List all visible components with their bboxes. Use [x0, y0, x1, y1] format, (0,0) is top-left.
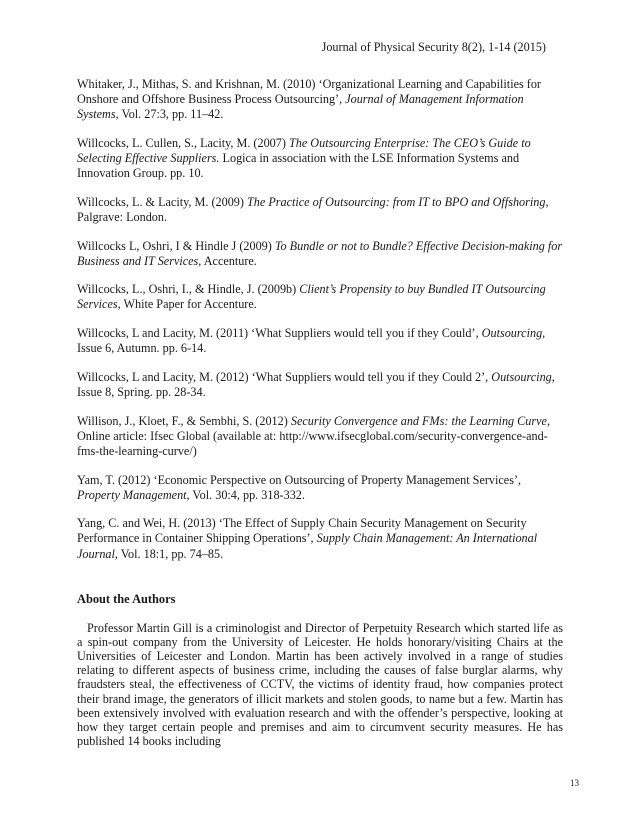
- reference-title: Outsourcing: [481, 326, 543, 341]
- reference-text: , Online article: Ifsec Global (available at: http://www.ifsecglobal.com/security-convergence-and-fms-the-learning-curve/): [77, 413, 551, 458]
- reference-text: Yam, T. (2012) ‘Economic Perspective on Outsourcing of Property Management Services’,: [77, 472, 522, 487]
- reference-text: Accenture.: [201, 253, 257, 268]
- reference-entry: [77, 326, 563, 356]
- reference-title: Journal of Management Information Systems: [77, 92, 524, 122]
- author-bio-paragraph: Professor Martin Gill is a criminologist and Director of Perpetuity Research which started life as a spin-out company from the University of Leicester. He holds honorary/visiting Chairs at the Universities of Leicester and London. Martin has been actively involved in a range of studies relating to different aspects of business crime, including the causes of false burglar alarms, why fraudsters steal, the effectiveness of CCTV, the victims of identity fraud, how companies protect their brand image, the generators of illicit markets and stolen goods, to name but a few. Martin has been extensively involved with evaluation research and with the offender’s perspective, looking at how they target certain people and premises and aim to circumvent security measures. He has published 14 books including: [77, 620, 563, 749]
- reference-text: , Palgrave: London.: [77, 194, 549, 224]
- reference-title: Security Convergence and FMs: the Learning Curve: [290, 413, 547, 428]
- reference-text: Logica in association with the LSE Information Systems and Innovation Group. pp. 10.: [77, 150, 520, 181]
- reference-text: , Vol. 18:1, pp. 74–85.: [114, 546, 224, 561]
- reference-title: The Outsourcing Enterprise: The CEO’s Guide to Selecting Effective Suppliers.: [77, 135, 531, 165]
- page-body: [77, 77, 563, 748]
- reference-entry: [77, 370, 563, 400]
- reference-title: Outsourcing: [491, 369, 552, 384]
- reference-title: Client’s Propensity to buy Bundled IT Outsourcing Services: [77, 282, 546, 312]
- reference-text: Willcocks, L and Lacity, M. (2012) ‘What Suppliers would tell you if they Could 2’,: [77, 369, 492, 384]
- reference-text: Yang, C. and Wei, H. (2013) ‘The Effect of Supply Chain Security Management on Security Performance in Container Shipping Operations’,: [77, 516, 527, 546]
- reference-text: , Issue 6, Autumn. pp. 6-14.: [77, 326, 546, 356]
- reference-text: Willcocks, L., Oshri, I., & Hindle, J. (2009b): [77, 282, 300, 297]
- reference-entry: [77, 195, 563, 225]
- reference-entry: [77, 239, 563, 269]
- reference-text: Willcocks, L and Lacity, M. (2011) ‘What Suppliers would tell you if they Could’,: [77, 326, 482, 341]
- reference-entry: [77, 516, 563, 561]
- reference-text: Willcocks, L. Cullen, S., Lacity, M. (2007): [77, 135, 289, 150]
- reference-text: , Vol. 30:4, pp. 318-332.: [186, 487, 305, 502]
- page-number: 13: [570, 778, 579, 788]
- reference-entry: [77, 136, 563, 181]
- reference-text: Whitaker, J., Mithas, S. and Krishnan, M. (2010) ‘Organizational Learning and Capabilities for Onshore and Offshore Business Process Outsourcing’,: [77, 77, 541, 107]
- section-heading: About the Authors: [77, 591, 176, 606]
- reference-list: [77, 77, 563, 562]
- reference-entry: [77, 282, 563, 312]
- reference-entry: [77, 473, 563, 503]
- reference-text: Willcocks, L. & Lacity, M. (2009): [77, 194, 247, 209]
- reference-text: Willison, J., Kloet, F., & Sembhi, S. (2012): [77, 413, 291, 428]
- reference-entry: [77, 77, 563, 122]
- reference-text: , White Paper for Accenture.: [117, 297, 257, 312]
- reference-text: Willcocks L, Oshri, I & Hindle J (2009): [77, 238, 275, 253]
- reference-text: , Issue 8, Spring. pp. 28-34.: [77, 369, 555, 399]
- reference-title: The Practice of Outsourcing: from IT to BPO and Offshoring: [246, 194, 546, 209]
- reference-title: Property Management: [77, 487, 187, 502]
- reference-title: To Bundle or not to Bundle? Effective Decision-making for Business and IT Services,: [77, 238, 563, 268]
- reference-entry: [77, 414, 563, 459]
- reference-text: , Vol. 27:3, pp. 11–42.: [115, 107, 224, 122]
- running-header: Journal of Physical Security 8(2), 1-14 (2015): [321, 40, 546, 54]
- reference-title: Supply Chain Management: An International Journal: [77, 531, 538, 561]
